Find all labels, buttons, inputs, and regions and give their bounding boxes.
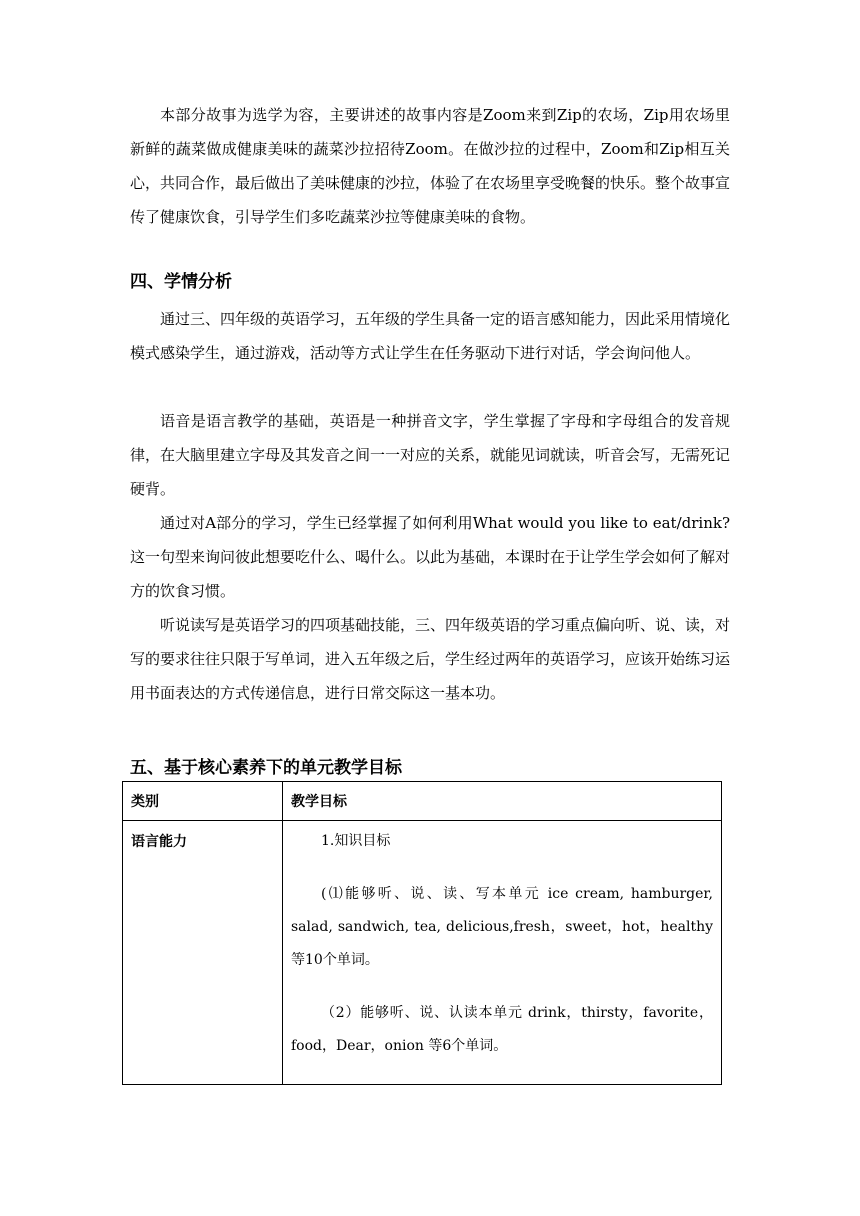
- header-goals: 教学目标: [283, 782, 722, 821]
- table-row: [123, 821, 722, 1085]
- section-4-title: 四、学情分析: [130, 272, 232, 292]
- goal-item-1: (⑴能够听、说、读、写本单元 ice cream, hamburger, salad, sandwich, tea, delicious,fresh，sweet，hot，healthy 等10个单词。: [291, 886, 713, 968]
- goal-item-2: （2）能够听、说、认读本单元 drink，thirsty，favorite，food，Dear，onion 等6个单词。: [291, 1005, 713, 1054]
- row-goals: [283, 821, 722, 1085]
- story-paragraph: 本部分故事为选学为容，主要讲述的故事内容是Zoom来到Zip的农场，Zip用农场里新鲜的蔬菜做成健康美味的蔬菜沙拉招待Zoom。在做沙拉的过程中，Zoom和Zip相互关心，共同合作，最后做出了美味健康的沙拉，体验了在农场里享受晚餐的快乐。整个故事宣传了健康饮食，引导学生们多吃蔬菜沙拉等健康美味的食物。: [130, 106, 731, 226]
- row-category: 语言能力: [123, 821, 283, 1085]
- goal-heading: 1.知识目标: [321, 833, 391, 849]
- analysis-paragraph-2: 语音是语言教学的基础，英语是一种拼音文字，学生掌握了字母和字母组合的发音规律，在大脑里建立字母及其发音之间一一对应的关系，就能见词就读，听音会写，无需死记硬背。: [130, 412, 731, 498]
- analysis-paragraph-4: 听说读写是英语学习的四项基础技能，三、四年级英语的学习重点偏向听、说、读，对写的要求往往只限于写单词，进入五年级之后，学生经过两年的英语学习，应该开始练习运用书面表达的方式传递信息，进行日常交际这一基本功。: [130, 616, 731, 702]
- analysis-paragraph-3: 通过对A部分的学习，学生已经掌握了如何利用What would you like to eat/drink?这一句型来询问彼此想要吃什么、喝什么。以此为基础，本课时在于让学生学会如何了解对方的饮食习惯。: [130, 514, 731, 600]
- section-5-title: 五、基于核心素养下的单元教学目标: [130, 758, 402, 778]
- teaching-goals-table: [122, 781, 722, 1085]
- table-header-row: [123, 782, 722, 821]
- header-category: 类别: [123, 782, 283, 821]
- analysis-paragraph-1: 通过三、四年级的英语学习，五年级的学生具备一定的语言感知能力，因此采用情境化模式感染学生，通过游戏，活动等方式让学生在任务驱动下进行对话，学会询问他人。: [130, 310, 731, 362]
